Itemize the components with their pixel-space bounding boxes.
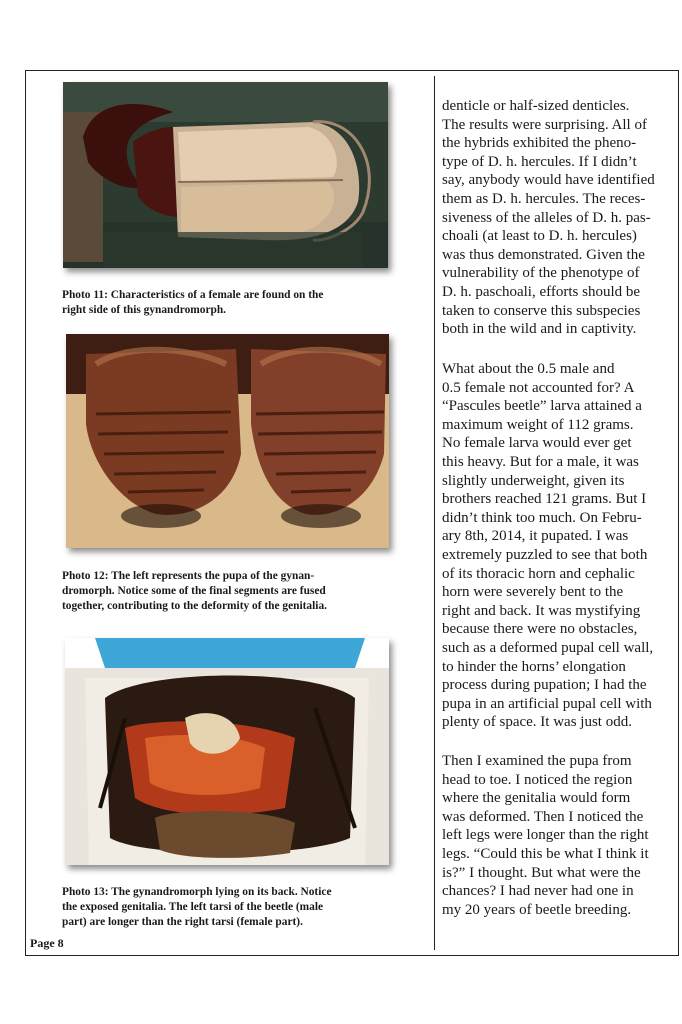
- photo-11-beetle: [63, 82, 388, 268]
- photo-11-caption: Photo 11: Characteristics of a female are found on the right side of this gynandromorph.: [62, 289, 324, 316]
- page-number: Page 8: [30, 936, 64, 950]
- photo-13-gynandromorph: [65, 638, 389, 865]
- paragraph-1: denticle or half-sized denticles. The results were surprising. All of the hybrids exhibited the pheno- type of D. h. hercules. If I didn’t say, anybody would have identified them as D. h. hercules. The reces- siveness of the alleles of D. h. pas- choali (at least to D. h. hercules) was thus demonstrated. Given the vulnerability of the phenotype of D. h. paschoali, efforts should be taken to conserve this subspecies both in the wild and in captivity.: [442, 98, 655, 338]
- paragraph-2: What about the 0.5 male and 0.5 female not accounted for? A “Pascules beetle” larva attained a maximum weight of 112 grams. No female larva would ever get this heavy. But for a male, it was slightly underweight, given its brothers reached 121 grams. But I didn’t think too much. On Febru- ary 8th, 2014, it pupated. I was extremely puzzled to see that both of its thoracic horn and cephalic horn were severely bent to the right and back. It was mystifying because there were no obstacles, such as a deformed pupal cell wall, to hinder the horns’ elongation process during pupation; I had the pupa in an artificial pupal cell with plenty of space. It was just odd.: [442, 361, 654, 731]
- photo-12-pupa: [66, 334, 389, 548]
- paragraph-3: Then I examined the pupa from head to toe. I noticed the region where the genitalia would form was deformed. Then I noticed the left legs were longer than the right legs. “Could this be what I think it is?” I thought. But what were the chances? I had never had one in my 20 years of beetle breeding.: [442, 753, 649, 918]
- text-column-3: [442, 752, 674, 919]
- text-column-2: [442, 360, 674, 732]
- photo-13-caption: Photo 13: The gynandromorph lying on its back. Notice the exposed genitalia. The left tarsi of the beetle (male part) are longer than the right tarsi (female part).: [62, 886, 332, 928]
- text-column: [442, 97, 674, 339]
- photo-12-caption: Photo 12: The left represents the pupa of the gynan- dromorph. Notice some of the final segments are fused together, contributing to the deformity of the genitalia.: [62, 570, 328, 612]
- column-divider: [434, 76, 435, 950]
